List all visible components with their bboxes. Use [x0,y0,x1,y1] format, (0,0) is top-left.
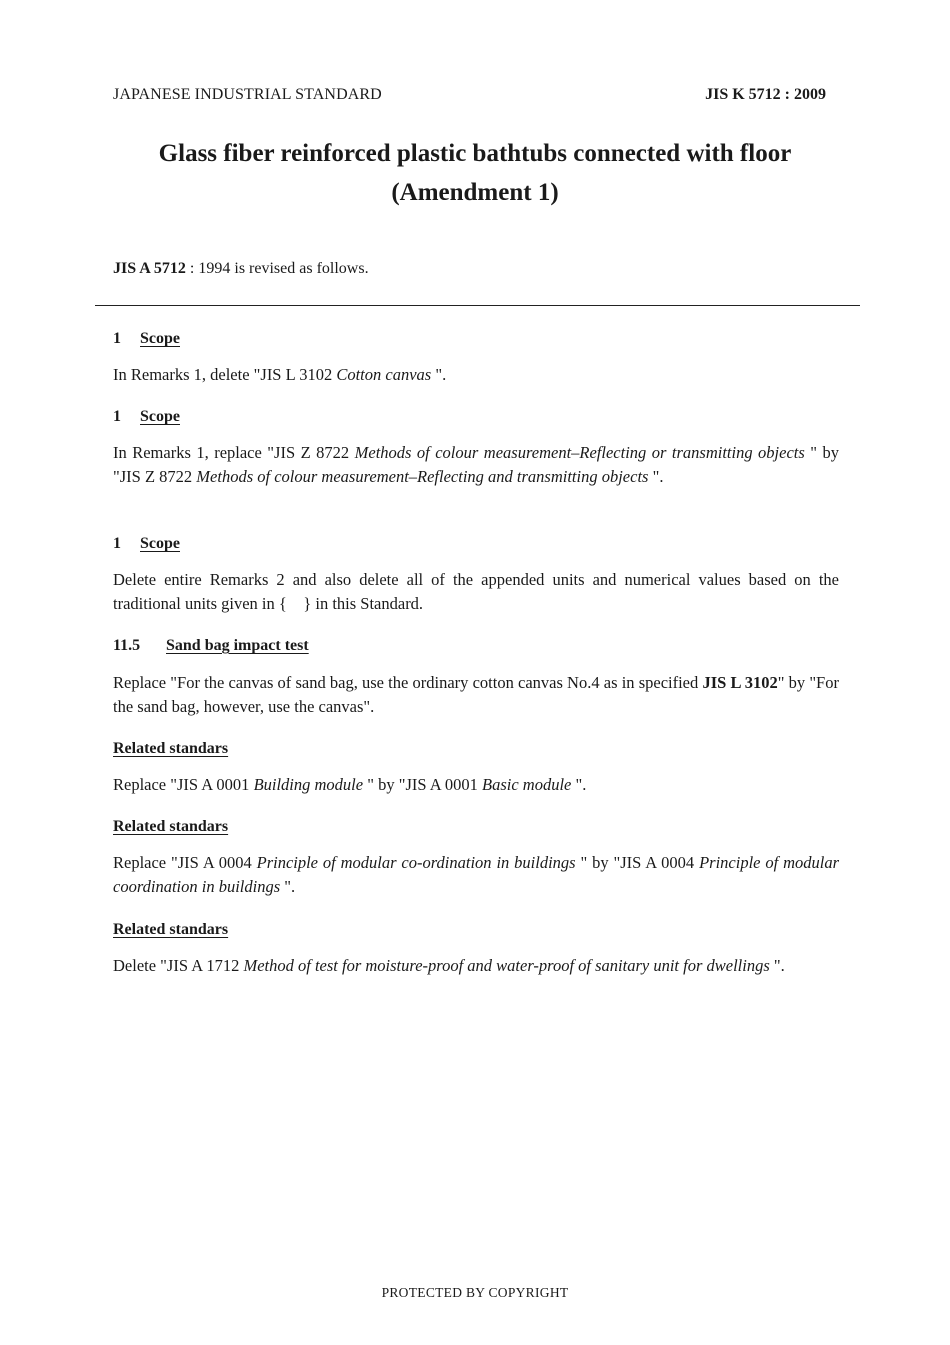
section-body [113,363,839,387]
body-bold-code: JIS L 3102 [702,673,778,692]
body-text: ". [571,775,587,794]
body-italic-title: Methods of colour measurement–Reflecting and transmitting objects [196,467,649,486]
standard-type-header: JAPANESE INDUSTRIAL STANDARD [113,86,382,103]
body-text: Replace "JIS A 0004 [113,853,257,872]
section-heading [113,921,228,939]
section-heading [113,740,228,758]
standard-number-header: JIS K 5712 : 2009 [705,86,826,103]
section-number: 1 [113,535,121,552]
body-italic-title: Method of test for moisture-proof and water-proof of sanitary unit for dwellings [243,956,770,975]
section-title: Related standars [113,818,229,835]
body-text: " by "JIS Z 8722 [113,443,839,486]
section-number: 11.5 [113,637,141,654]
intro-code: JIS A 5712 [113,260,186,277]
divider-rule [95,305,860,306]
section-heading [113,408,180,426]
section-number: 1 [113,408,121,425]
body-text: Delete "JIS A 1712 [113,956,244,975]
section-heading [113,535,180,553]
section-body [113,671,839,719]
section-body [113,568,839,616]
section-title: Related standars [113,921,229,938]
body-text: ". [431,365,447,384]
section-heading [113,818,228,836]
section-title: Related standars [113,740,229,757]
body-text: " by "JIS A 0004 [575,853,700,872]
section-heading [113,330,180,348]
body-italic-title: Principle of modular coordination in buildings [113,853,840,896]
body-text: " by "For the sand bag, however, use the canvas". [113,673,839,716]
body-italic-title: Basic module [482,775,572,794]
body-text: ". [648,467,664,486]
body-italic-title: Building module [253,775,364,794]
document-title [0,134,950,212]
body-text: Delete entire Remarks 2 and also delete all of the appended units and numerical values based on the traditional units given in { } in this Standard. [113,570,839,613]
revision-intro [113,260,369,278]
title-line-1: Glass fiber reinforced plastic bathtubs connected with floor [158,140,792,167]
body-italic-title: Cotton canvas [336,365,432,384]
section-number: 1 [113,330,121,347]
intro-text: : 1994 is revised as follows. [185,260,369,277]
title-line-2: (Amendment 1) [391,179,559,206]
section-title: Scope [140,408,180,425]
section-heading [113,637,309,655]
body-italic-title: Methods of colour measurement–Reflecting or transmitting objects [354,443,805,462]
body-text: ". [280,877,296,896]
body-text: Replace "JIS A 0001 [113,775,254,794]
body-text: In Remarks 1, replace "JIS Z 8722 [113,443,355,462]
section-body [113,851,839,899]
copyright-footer: PROTECTED BY COPYRIGHT [381,1285,569,1300]
section-title: Sand bag impact test [166,637,309,654]
section-body [113,441,839,489]
section-title: Scope [140,535,180,552]
body-text: " by "JIS A 0001 [363,775,483,794]
section-body [113,954,839,978]
section-body [113,773,839,797]
body-italic-title: Principle of modular co-ordination in buildings [256,853,576,872]
body-text: In Remarks 1, delete "JIS L 3102 [113,365,337,384]
body-text: Replace "For the canvas of sand bag, use the ordinary cotton canvas No.4 as in specified [113,673,703,692]
body-text: ". [769,956,785,975]
section-title: Scope [140,330,180,347]
